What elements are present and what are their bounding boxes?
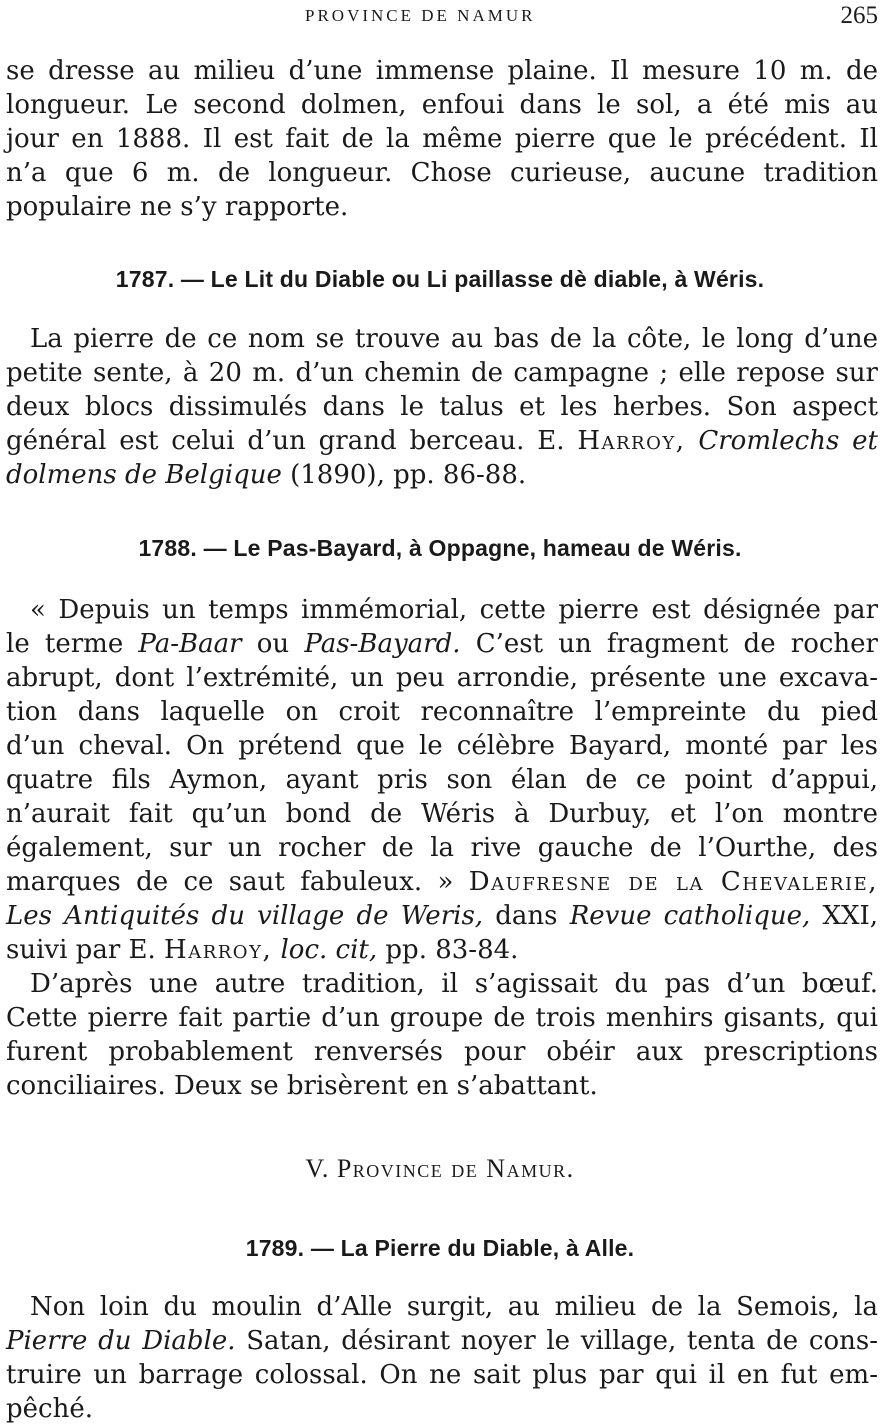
book-title: Cromlechs et <box>698 426 878 456</box>
entry-heading-1788: 1788. — Le Pas-Bayard, à Oppagne, hameau de Wéris. <box>138 535 742 561</box>
text-fragment: (1890), pp. 86-88. <box>290 460 527 490</box>
running-head <box>0 2 880 28</box>
page-number: 265 <box>840 2 878 29</box>
paragraph-1788 <box>6 593 878 1103</box>
text-fragment: le terme <box>6 629 124 659</box>
entry-heading-1789: 1789. — La Pierre du Diable, à Alle. <box>245 1235 635 1261</box>
text-line: se dresse au milieu d’une immense plaine. Il mesure 10 m. de <box>6 56 878 86</box>
section-title: Province de Namur. <box>336 1154 575 1183</box>
text-line: longueur. Le second dolmen, enfoui dans le sol, a été mis au <box>6 90 878 120</box>
running-title: PROVINCE DE NAMUR <box>305 6 536 25</box>
text-line: Non loin du moulin d’Alle surgit, au milieu de la Semois, la <box>30 1292 878 1322</box>
place-name: Pierre du Diable. <box>6 1326 236 1356</box>
text-line: populaire ne s’y rapporte. <box>6 192 349 222</box>
text-line: truire un barrage colossal. On ne sait plus par qui il en fut em- <box>6 1360 878 1390</box>
author-name: Harroy, <box>577 426 686 456</box>
text-line: abrupt, dont l’extrémité, un peu arrondie, présente une excava- <box>6 663 878 693</box>
entry-heading-1787: 1787. — Le Lit du Diable ou Li paillasse dè diable, à Wéris. <box>115 266 765 292</box>
author-name: Harroy, <box>164 935 273 965</box>
text-line <box>6 933 878 967</box>
text-line: pêché. <box>6 1394 93 1424</box>
book-title: dolmens de Belgique <box>6 460 282 490</box>
text-fragment: Satan, désirant noyer le village, tenta de cons- <box>246 1326 878 1356</box>
text-line: Cette pierre fait partie d’un groupe de trois menhirs gisants, qui <box>6 1003 878 1033</box>
text-line: « Depuis un temps immémorial, cette pierre est désignée par <box>30 595 878 625</box>
place-name: Pas-Bayard. <box>304 629 461 659</box>
paragraph-1787 <box>6 322 878 492</box>
text-line: La pierre de ce nom se trouve au bas de la côte, le long d’une <box>30 324 878 354</box>
journal-title: Revue catholique, <box>569 901 811 931</box>
text-line <box>6 865 878 899</box>
text-line <box>6 424 878 458</box>
text-line: jour en 1888. Il est fait de la même pierre que le précédent. Il <box>6 124 878 154</box>
section-heading <box>0 1154 880 1184</box>
text-fragment: suivi par E. <box>6 935 156 965</box>
text-fragment: C’est un fragment de rocher <box>475 629 878 659</box>
text-line: n’aurait fait qu’un bond de Wéris à Durbuy, et l’on montre <box>6 799 878 829</box>
text-line: furent probablement renversés pour obéir aux prescriptions <box>6 1037 878 1067</box>
text-line: n’a que 6 m. de longueur. Chose curieuse, aucune tradition <box>6 158 878 188</box>
book-title: Les Antiquités du village de Weris, <box>6 901 484 931</box>
text-line: D’après une autre tradition, il s’agissait du pas d’un bœuf. <box>30 969 878 999</box>
text-fragment: général est celui d’un grand berceau. E. <box>6 426 565 456</box>
text-fragment: dans <box>495 901 558 931</box>
text-fragment: ou <box>256 629 290 659</box>
text-fragment: marques de ce saut fabuleux. » <box>6 867 454 897</box>
paragraph-dolmens <box>6 54 878 224</box>
text-fragment: pp. 83-84. <box>385 935 519 965</box>
text-line: quatre fils Aymon, ayant pris son élan de ce point d’appui, <box>6 765 878 795</box>
citation: loc. cit, <box>280 935 378 965</box>
text-line: d’un cheval. On prétend que le célèbre Bayard, monté par les <box>6 731 878 761</box>
place-name: Pa-Baar <box>138 629 242 659</box>
author-name: Daufresne de la Chevalerie, <box>468 867 878 897</box>
text-line: petite sente, à 20 m. d’un chemin de campagne ; elle repose sur <box>6 358 878 388</box>
text-line <box>6 1324 878 1358</box>
text-line <box>6 899 878 933</box>
text-line: également, sur un rocher de la rive gauche de l’Ourthe, des <box>6 833 878 863</box>
text-line: conciliaires. Deux se brisèrent en s’abattant. <box>6 1071 598 1101</box>
text-fragment: XXI, <box>822 901 879 931</box>
paragraph-1789 <box>6 1290 878 1426</box>
text-line: tion dans laquelle on croit reconnaître l’empreinte du pied <box>6 697 878 727</box>
text-line <box>6 458 878 492</box>
section-numeral: V. <box>305 1154 330 1183</box>
text-line: deux blocs dissimulés dans le talus et les herbes. Son aspect <box>6 392 878 422</box>
text-line <box>6 627 878 661</box>
